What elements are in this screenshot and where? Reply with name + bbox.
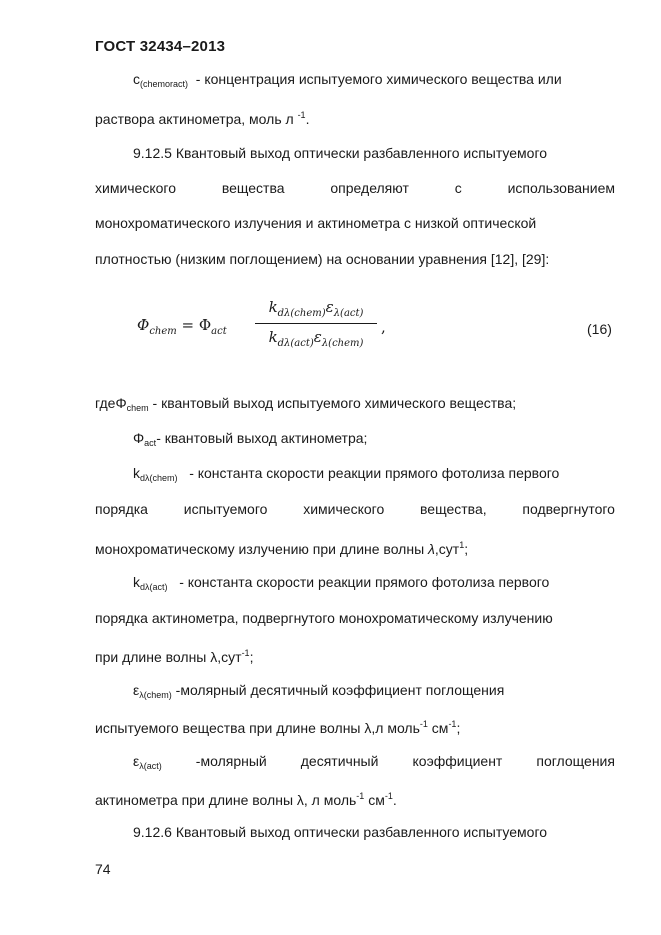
epsilon-subscript: λ(act) — [333, 308, 364, 319]
text-span: испытуемого вещества при длине волны λ,л моль — [95, 720, 420, 736]
k-subscript: dλ(act) — [140, 582, 168, 592]
c-description: - концентрация испытуемого химического вещества или — [195, 71, 562, 87]
unit: см — [364, 792, 385, 808]
description: -молярный десятичный коэффициент поглощения — [171, 682, 505, 698]
phi-symbol: Φ — [133, 430, 145, 446]
phi-subscript: chem — [126, 403, 149, 413]
word: с — [454, 180, 462, 196]
fraction-denominator — [253, 328, 379, 349]
symbol-c: c — [133, 71, 140, 87]
text-span: монохроматическому излучению при длине волны — [95, 541, 429, 557]
phi-symbol: Φ — [115, 395, 127, 411]
epsilon-symbol: ε — [325, 298, 334, 316]
punctuation: . — [305, 111, 310, 127]
epsilon-symbol: ε — [313, 328, 322, 346]
k-chem-line3 — [95, 536, 615, 558]
word: химического — [303, 501, 385, 517]
equals-phi: = Φ — [176, 316, 212, 334]
punctuation: . — [392, 792, 397, 808]
superscript: -1 — [297, 110, 306, 120]
superscript: -1 — [448, 719, 457, 729]
word: подвергнутого — [522, 501, 615, 517]
k-subscript: dλ(chem) — [277, 308, 326, 319]
k-act-definition — [133, 573, 615, 596]
para-9-12-5-line3: монохроматического излучения и актинометра с низкой оптической — [95, 215, 537, 231]
word: определяют — [330, 180, 409, 196]
para-9-12-5-line1: 9.12.5 Квантовый выход оптически разбавленного испытуемого — [133, 145, 548, 161]
superscript: 1 — [459, 540, 465, 550]
c-chemoract-definition — [133, 70, 615, 93]
eps-act-symbol-group — [133, 752, 162, 775]
description: - константа скорости реакции прямого фотолиза первого — [189, 465, 560, 481]
text-span: раствора актинометра, моль л — [95, 111, 294, 127]
c-chemoract-line2 — [95, 106, 615, 128]
word: коэффициент — [412, 753, 503, 769]
where-prefix: где — [95, 395, 116, 411]
epsilon-symbol: ε — [133, 753, 140, 769]
phi-subscript: act — [144, 438, 157, 448]
document-header: ГОСТ 32434–2013 — [95, 38, 226, 55]
epsilon-subscript: λ(act) — [139, 761, 162, 771]
page-number: 74 — [95, 861, 111, 877]
eps-chem-definition — [133, 681, 615, 704]
unit: см — [427, 720, 449, 736]
word: испытуемого — [183, 501, 268, 517]
epsilon-subscript: λ(chem) — [139, 690, 172, 700]
word: поглощения — [536, 753, 615, 769]
description: - квантовый выход испытуемого химического вещества; — [148, 395, 517, 411]
k-symbol: k — [268, 298, 278, 316]
word: -молярный — [195, 753, 267, 769]
punctuation: ; — [249, 649, 254, 665]
word: порядка — [95, 501, 148, 517]
equation-lhs — [137, 316, 227, 337]
phi-act-definition — [133, 429, 615, 452]
eps-act-line2 — [95, 787, 615, 809]
epsilon-subscript: λ(chem) — [321, 338, 364, 349]
equation-comma: , — [381, 318, 386, 336]
superscript: -1 — [356, 791, 365, 801]
phi-symbol: Φ — [137, 316, 150, 334]
superscript: -1 — [384, 791, 393, 801]
equation-number: (16) — [587, 321, 612, 337]
k-symbol: k — [268, 328, 278, 346]
description: - константа скорости реакции прямого фотолиза первого — [179, 574, 550, 590]
eps-chem-line2 — [95, 715, 615, 737]
fraction-bar — [255, 323, 377, 324]
k-act-line3 — [95, 644, 615, 666]
fraction-numerator — [253, 298, 379, 319]
eps-act-definition — [133, 752, 615, 775]
word: вещества — [221, 180, 285, 196]
k-symbol: k — [133, 465, 140, 481]
eps-act-row — [133, 752, 615, 775]
word: вещества, — [420, 501, 487, 517]
k-chem-definition — [133, 464, 615, 487]
k-chem-line2 — [95, 500, 615, 518]
superscript: -1 — [419, 719, 428, 729]
unit: ,сут — [434, 541, 460, 557]
k-symbol: k — [133, 574, 140, 590]
symbol-c-subscript: (chemoract) — [140, 79, 189, 89]
k-subscript: dλ(act) — [277, 338, 314, 349]
where-phi-chem — [95, 394, 615, 417]
epsilon-symbol: ε — [133, 682, 140, 698]
phi-act-subscript: act — [211, 326, 227, 337]
description: - квантовый выход актинометра; — [156, 430, 368, 446]
para-9-12-5-line2 — [95, 179, 615, 197]
word: использованием — [507, 180, 615, 196]
text-span: актинометра при длине волны λ, л моль — [95, 792, 357, 808]
word: химического — [95, 180, 176, 196]
punctuation: ; — [464, 541, 469, 557]
phi-subscript: chem — [149, 326, 177, 337]
equation-16 — [137, 296, 397, 356]
word: десятичный — [300, 753, 379, 769]
text-span: при длине волны λ,сут — [95, 649, 242, 665]
superscript: -1 — [241, 648, 250, 658]
k-subscript: dλ(chem) — [140, 473, 178, 483]
lambda-symbol: λ — [428, 541, 435, 557]
para-9-12-5-line4: плотностью (низким поглощением) на основании уравнения [12], [29]: — [95, 251, 550, 267]
punctuation: ; — [456, 720, 461, 736]
para-9-12-6-line1: 9.12.6 Квантовый выход оптически разбавленного испытуемого — [133, 824, 548, 840]
k-act-line2: порядка актинометра, подвергнутого монохроматическому излучению — [95, 610, 553, 626]
